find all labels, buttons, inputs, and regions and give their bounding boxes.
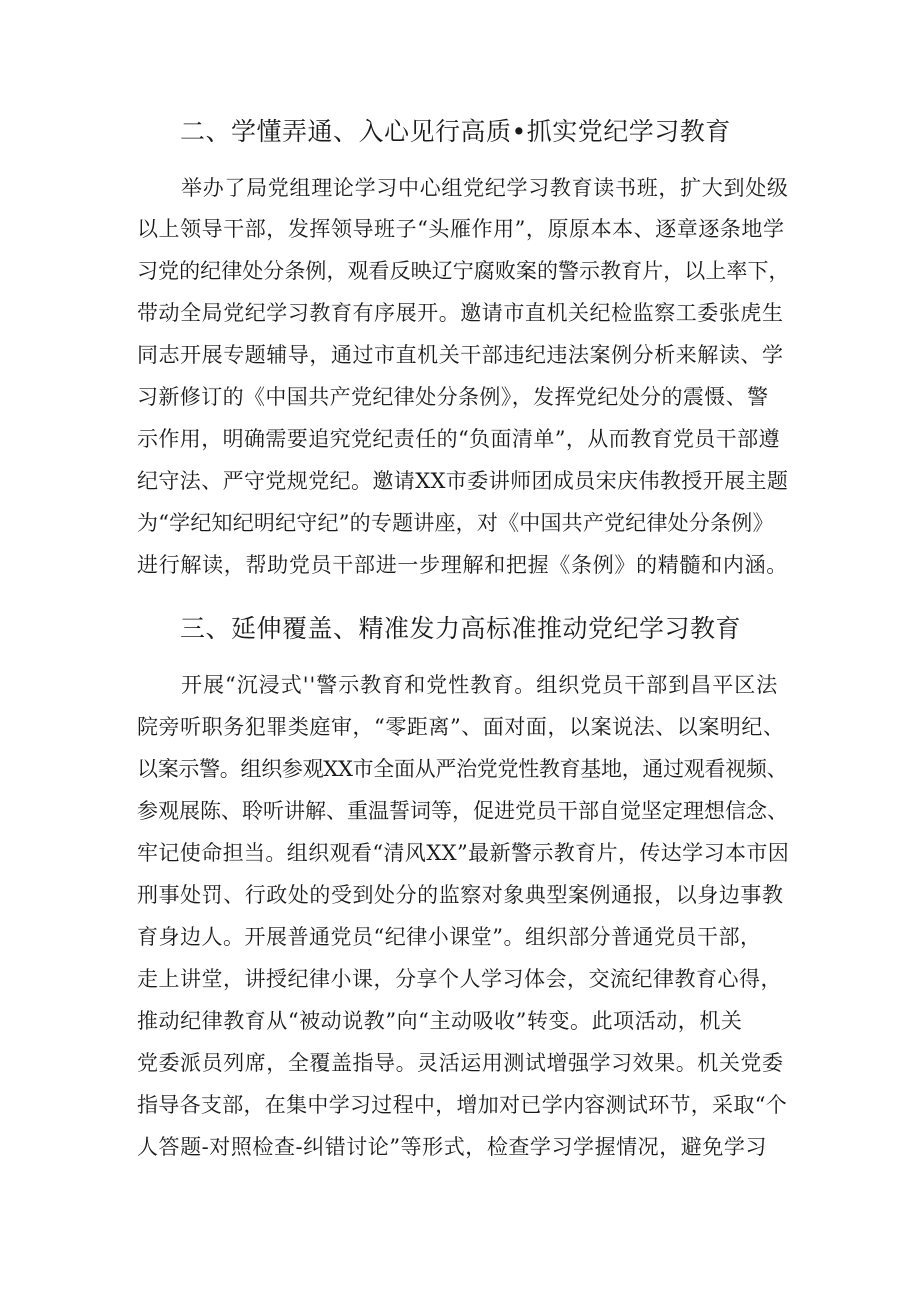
body-line: 参观展陈、聆听讲解、重温誓词等，促进党员干部自觉坚定理想信念、 <box>137 799 788 823</box>
body-line: 人答题-对照检查-纠错讨论”等形式，检查学习学握情况，避免学习 <box>137 1135 767 1159</box>
body-line: 牢记使命担当。组织观看“清风XX”最新警示教育片，传达学习本市因 <box>137 841 790 865</box>
body-line: 推动纪律教育从“被动说教”向“主动吸收”转变。此项活动，机关 <box>137 1009 743 1033</box>
body-line: 党委派员列席，全覆盖指导。灵活运用测试增强学习效果。机关党委 <box>137 1051 784 1075</box>
body-line: 同志开展专题辅导，通过市直机关干部违纪违法案例分析来解读、学 <box>137 343 784 367</box>
body-line: 走上讲堂，讲授纪律小课，分享个人学习体会，交流纪律教育心得， <box>137 967 782 991</box>
body-line: 习党的纪律处分条例，观看反映辽宁腐败案的警示教育片，以上率下， <box>137 259 790 283</box>
body-line: 纪守法、严守党规党纪。邀请XX市委讲师团成员宋庆伟教授开展主题 <box>137 469 789 493</box>
body-line: 育身边人。开展普通党员“纪律小课堂”。组织部分普通党员干部， <box>137 925 762 949</box>
body-line: 示作用，明确需要追究党纪责任的“负面清单”，从而教育党员干部遵 <box>137 427 780 451</box>
body-line: 院旁听职务犯罪类庭审，“零距离”、面对面，以案说法、以案明纪、 <box>137 715 785 739</box>
body-line: 刑事处罚、行政处的受到处分的监察对象典型案例通报，以身边事教 <box>137 883 784 907</box>
body-line: 以案示警。组织参观XX市全面从严治党党性教育基地，通过观看视频、 <box>137 757 788 781</box>
body-line: 为“学纪知纪明纪守纪”的专题讲座，对《中国共产党纪律处分条例》 <box>137 511 774 535</box>
body-line: 指导各支部，在集中学习过程中，增加对已学内容测试环节，采取“个 <box>137 1093 788 1117</box>
body-line: 进行解读，帮助党员干部进一步理解和把握《条例》的精髓和内涵。 <box>137 553 788 577</box>
section-two-heading: 二、学懂弄通、入心见行高质•抓实党纪学习教育 <box>180 117 731 146</box>
body-line: 带动全局党纪学习教育有序展开。邀请市直机关纪检监察工委张虎生 <box>137 301 784 325</box>
body-line: 习新修订的《中国共产党纪律处分条例》，发挥党纪处分的震慑、警 <box>137 385 769 409</box>
body-line: 举办了局党组理论学习中心组党纪学习教育读书班，扩大到处级 <box>181 176 789 200</box>
body-line: 开展“沉浸式''警示教育和党性教育。组织党员干部到昌平区法 <box>181 673 779 697</box>
body-line: 以上领导干部，发挥领导班子“头雁作用”，原原本本、逐章逐条地学 <box>137 217 785 241</box>
section-three-heading: 三、延伸覆盖、精准发力高标准推动党纪学习教育 <box>180 614 742 643</box>
